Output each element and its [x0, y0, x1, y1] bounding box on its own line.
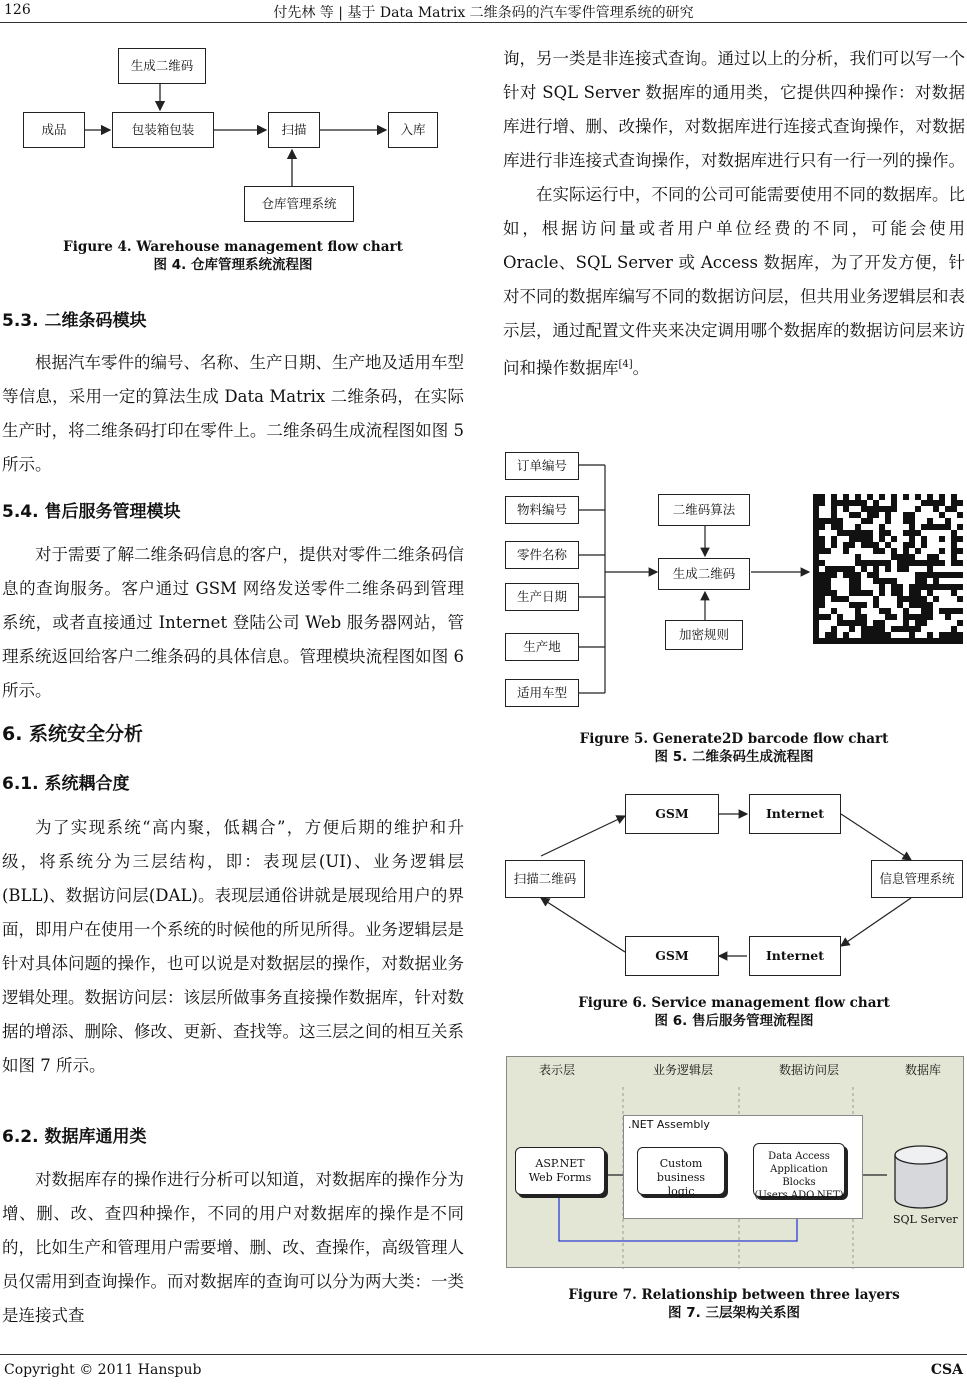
section-6-1-body	[2, 811, 464, 1083]
net-assembly-label: .NET Assembly	[628, 1118, 710, 1131]
fig6-internet-top-box: Internet	[749, 794, 841, 834]
fig6-gsm-top-box: GSM	[625, 794, 719, 834]
fig4-caption-zh: 图 4. 仓库管理系统流程图	[153, 257, 313, 273]
fig4-generate-box: 生成二维码	[118, 48, 206, 84]
figure-5	[503, 448, 965, 716]
fig5-generate-box: 生成二维码	[658, 558, 750, 590]
right-paragraph-2-text: 在实际运行中，不同的公司可能需要使用不同的数据库。比如，根据访问量或者用户单位经费的不同，可能会使用 Oracle、SQL Server 或 Access 数据库，为了开发方便，针对不同的数据库编写不同的数据访问层，但共用业务逻辑层和表示层，通过配置文件夹来决定调用哪个数据库的数据访问层来访问和操作数据库	[503, 185, 965, 378]
section-5-3-heading: 5.3. 二维条码模块	[2, 311, 147, 331]
fig6-scan-box: 扫描二维码	[505, 860, 585, 898]
fig5-input-3: 生产日期	[505, 583, 579, 611]
fig6-gsm-bottom-box: GSM	[625, 936, 719, 976]
journal-abbrev: CSA	[930, 1362, 963, 1378]
business-line-1: Custom business	[656, 1157, 706, 1184]
fig6-info-box: 信息管理系统	[871, 860, 963, 898]
figure-6	[503, 786, 965, 982]
section-6-1-paragraph: 为了实现系统“高内聚，低耦合”，方便后期的维护和升级，将系统分为三层结构，即：表现层(UI)、业务逻辑层(BLL)、数据访问层(DAL)。表现层通俗讲就是展现给用户的界面，即用户在使用一个系统的时候他的所见所得。业务逻辑层是针对具体问题的操作，也可以说是对数据层的操作，对数据业务逻辑处理。数据访问层：该层所做事务直接操作数据库，针对数据的增添、删除、修改、更新、查找等。这三层之间的相互关系如图 7 所示。	[2, 818, 464, 1075]
fig4-wms-box: 仓库管理系统	[244, 186, 354, 222]
fig5-encrypt-box: 加密规则	[665, 620, 743, 650]
header-rule	[0, 22, 967, 23]
aspnet-line-2: Web Forms	[528, 1171, 592, 1184]
data-access-line-2: Application Blocks	[770, 1164, 828, 1188]
fig7-caption-zh: 图 7. 三层架构关系图	[668, 1305, 800, 1321]
aspnet-box	[515, 1147, 605, 1195]
page-number: 126	[4, 2, 31, 18]
layer-label-data-access: 数据访问层	[779, 1063, 840, 1077]
section-5-4-body	[2, 538, 464, 708]
business-line-2: logic	[667, 1185, 695, 1198]
fig5-caption	[503, 730, 965, 766]
fig4-storage-box: 入库	[388, 112, 438, 148]
fig7-caption-en: Figure 7. Relationship between three layers	[568, 1287, 900, 1303]
section-5-4-heading: 5.4. 售后服务管理模块	[2, 502, 181, 522]
aspnet-line-1: ASP.NET	[535, 1157, 585, 1170]
copyright: Copyright © 2011 Hanspub	[4, 1362, 202, 1378]
database-icon	[895, 1146, 947, 1208]
figure-4	[20, 40, 440, 228]
fig6-caption-en: Figure 6. Service management flow chart	[578, 995, 890, 1011]
fig5-input-2: 零件名称	[505, 541, 579, 569]
fig5-algorithm-box: 二维码算法	[658, 494, 750, 526]
page-header	[0, 0, 967, 24]
figure-7	[506, 1056, 964, 1268]
right-paragraph-2-end: 。	[632, 358, 650, 378]
fig5-input-5: 适用车型	[505, 679, 579, 707]
fig5-caption-en: Figure 5. Generate2D barcode flow chart	[579, 731, 889, 747]
right-paragraph-2	[503, 178, 965, 386]
section-6-2-heading: 6.2. 数据库通用类	[2, 1127, 147, 1147]
fig7-caption	[503, 1286, 965, 1322]
fig4-product-box: 成品	[23, 112, 85, 148]
layer-label-business: 业务逻辑层	[653, 1063, 714, 1077]
right-column-body	[503, 42, 965, 386]
sql-server-label: SQL Server	[893, 1213, 958, 1226]
layer-label-database: 数据库	[905, 1063, 942, 1077]
fig4-scan-box: 扫描	[268, 112, 320, 148]
fig5-caption-zh: 图 5. 二维条码生成流程图	[654, 749, 814, 765]
data-access-line-3: (Users ADO.NET)	[754, 1190, 844, 1201]
section-5-3-paragraph: 根据汽车零件的编号、名称、生产日期、生产地及适用车型等信息，采用一定的算法生成 Data Matrix 二维条码，在实际生产时，将二维条码打印在零件上。二维条码生成流程图如图 5 所示。	[2, 353, 464, 474]
section-5-4-paragraph: 对于需要了解二维条码信息的客户，提供对零件二维条码信息的查询服务。客户通过 GSM 网络发送零件二维条码到管理系统，或者直接通过 Internet 登陆公司 Web 服务器网站，管理系统返回给客户二维条码的具体信息。管理模块流程图如图 6 所示。	[2, 545, 464, 700]
layer-label-presentation: 表示层	[539, 1063, 576, 1077]
fig5-input-1: 物料编号	[505, 496, 579, 524]
right-paragraph-1: 询，另一类是非连接式查询。通过以上的分析，我们可以写一个针对 SQL Server 数据库的通用类，它提供四种操作：对数据库进行增、删、改操作，对数据库进行连接式查询操作，对数据库进行非连接式查询操作，对数据库进行只有一行一列的操作。	[503, 49, 965, 170]
citation-ref[interactable]: [4]	[618, 359, 633, 370]
section-6-2-body	[2, 1163, 464, 1333]
section-6-heading: 6. 系统安全分析	[2, 723, 144, 745]
section-6-2-paragraph: 对数据库存的操作进行分析可以知道，对数据库的操作分为增、删、改、查四种操作，不同的用户对数据库的操作是不同的，比如生产和管理用户需要增、删、改、查操作，高级管理人员仅需用到查询操作。而对数据库的查询可以分为两大类：一类是连接式查	[2, 1170, 464, 1325]
running-title: 付先林 等 | 基于 Data Matrix 二维条码的汽车零件管理系统的研究	[273, 5, 694, 21]
fig6-caption-zh: 图 6. 售后服务管理流程图	[654, 1013, 814, 1029]
data-access-line-1: Data Access	[768, 1151, 830, 1162]
business-logic-box	[637, 1147, 725, 1198]
fig5-input-0: 订单编号	[505, 452, 579, 480]
fig4-caption-en: Figure 4. Warehouse management flow chart	[63, 239, 403, 255]
section-6-1-heading: 6.1. 系统耦合度	[2, 774, 130, 794]
fig4-packing-box: 包装箱包装	[112, 112, 214, 148]
fig6-caption	[503, 994, 965, 1030]
section-5-3-body	[2, 346, 464, 482]
fig4-caption	[2, 238, 464, 274]
fig5-input-4: 生产地	[505, 633, 579, 661]
fig6-internet-bottom-box: Internet	[749, 936, 841, 976]
footer-rule	[0, 1354, 967, 1355]
data-access-box	[753, 1143, 845, 1201]
